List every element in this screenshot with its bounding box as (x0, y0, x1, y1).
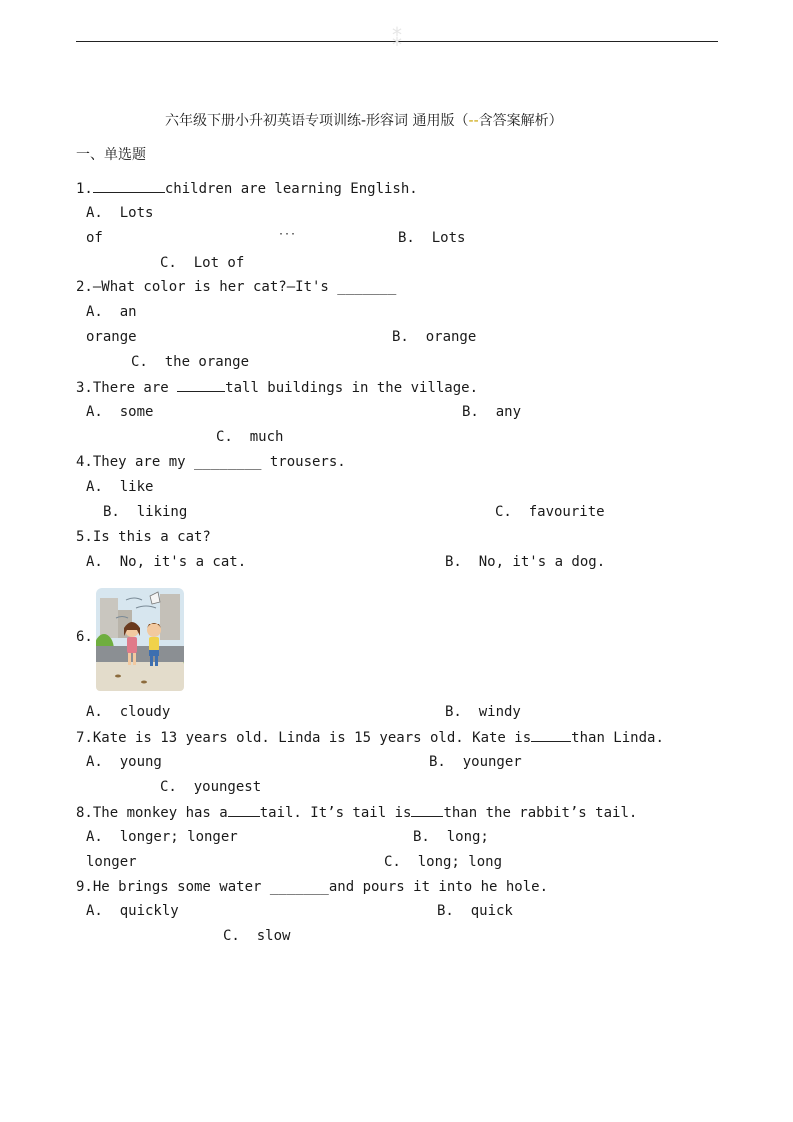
option-b: B. liking (103, 504, 188, 520)
option-a: A. young (86, 754, 162, 770)
option-b: B. long; (413, 829, 489, 845)
answer-blank (177, 378, 225, 392)
answer-blank (93, 179, 165, 193)
option-a-cont: orange (86, 329, 137, 345)
question-text: 8.The monkey has a (76, 805, 228, 821)
option-a-cont: of (86, 230, 103, 246)
option-a: A. longer; longer (86, 829, 238, 845)
option-b: B. younger (429, 754, 522, 770)
option-a: A. cloudy (86, 704, 171, 720)
question-text-end: tall buildings in the village. (225, 380, 479, 396)
option-b: B. windy (445, 704, 521, 720)
option-b: B. orange (392, 329, 477, 345)
question-text: children are learning English. (164, 181, 418, 197)
option-c: C. the orange (131, 354, 250, 370)
option-c: C. Lot of (160, 255, 245, 271)
answer-blank (411, 803, 443, 817)
question-4: 4.They are my ________ trousers. (76, 454, 346, 470)
option-c: C. slow (223, 928, 291, 944)
option-b: B. any (462, 404, 522, 420)
answer-blank (228, 803, 260, 817)
option-a: A. an (86, 304, 137, 320)
option-a: A. like (86, 479, 154, 495)
option-c: C. long; long (384, 854, 503, 870)
question-text-mid: tail. It’s tail is (259, 805, 412, 821)
option-b-cont: longer (86, 854, 137, 870)
answer-blank (531, 728, 571, 742)
option-c: C. much (216, 429, 284, 445)
page-title (165, 112, 563, 130)
question-text: 7.Kate is 13 years old. Linda is 15 years old. Kate is (76, 730, 532, 746)
option-b: B. Lots (398, 230, 466, 246)
question-7 (76, 728, 664, 747)
option-b: B. No, it's a dog. (445, 554, 606, 570)
question-3 (76, 378, 478, 397)
question-2: 2.—What color is her cat?—It's _______ (76, 279, 397, 295)
question-5: 5.Is this a cat? (76, 529, 211, 545)
question-8 (76, 803, 637, 822)
option-a: A. No, it's a cat. (86, 554, 247, 570)
question-1 (76, 179, 418, 198)
ellipsis-mark: ··· (278, 229, 297, 240)
section-heading: 一、单选题 (76, 147, 146, 163)
watermark: ⁑ (392, 27, 402, 51)
question-6: 6. (76, 629, 93, 645)
question-text-end: than Linda. (571, 730, 664, 746)
question-9: 9.He brings some water _______and pours it into he hole. (76, 879, 549, 895)
option-a: A. quickly (86, 903, 179, 919)
question-text: 3.There are (76, 380, 178, 396)
option-b: B. quick (437, 903, 513, 919)
option-a: A. some (86, 404, 154, 420)
question-number: 1. (76, 181, 93, 197)
option-c: C. favourite (495, 504, 605, 520)
title-text-end: 含答案解析） (478, 113, 563, 129)
option-c: C. youngest (160, 779, 262, 795)
title-text: 六年级下册小升初英语专项训练-形容词 通用版（ (165, 113, 469, 129)
children-weather-illustration (96, 588, 184, 691)
title-dash: -- (468, 113, 479, 129)
option-a: A. Lots (86, 205, 154, 221)
question-text-end: than the rabbit’s tail. (443, 805, 638, 821)
